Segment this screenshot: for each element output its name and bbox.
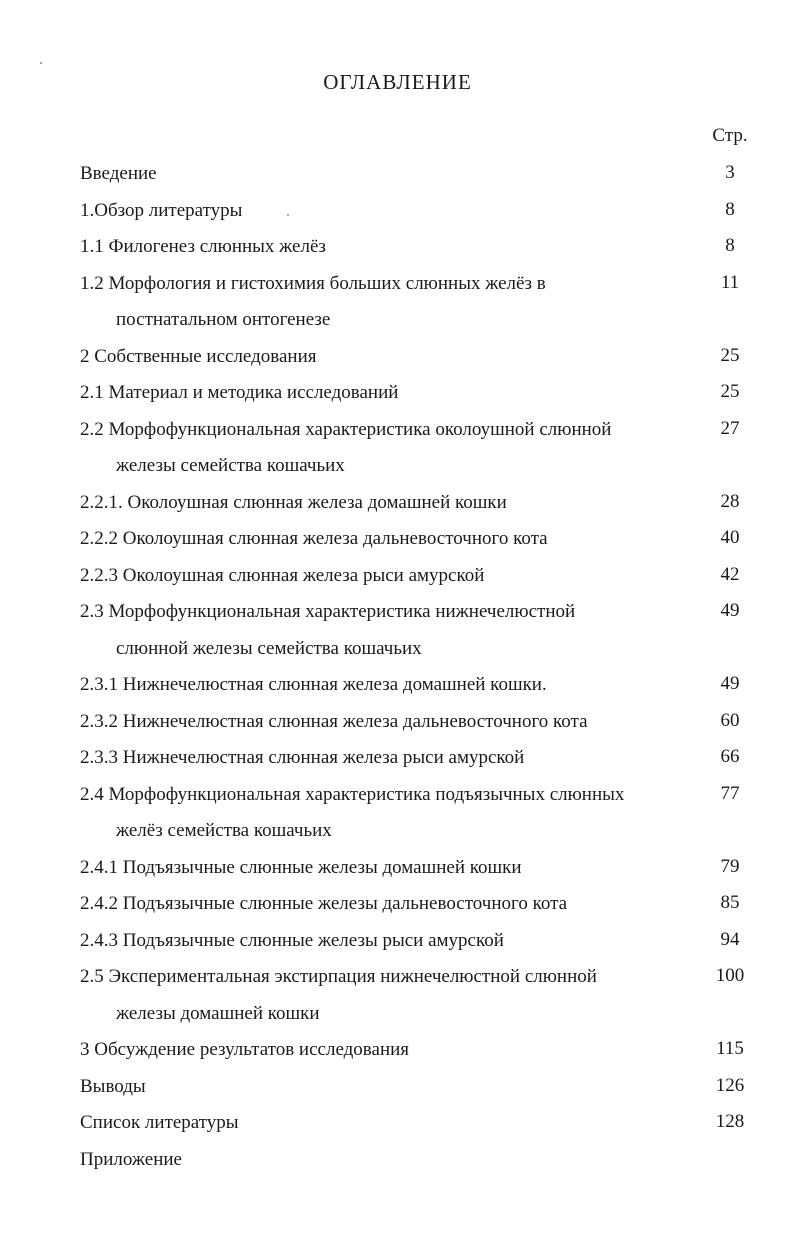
toc-entry xyxy=(0,410,795,447)
toc-entry-page: 66 xyxy=(720,746,740,767)
toc-entry-title: 1.1 Филогенез слюнных желёз xyxy=(80,236,326,257)
toc-entry-page: 94 xyxy=(720,928,740,950)
toc-entry xyxy=(0,665,795,702)
toc-entry-page: 115 xyxy=(716,1038,744,1059)
toc-entry-page: 100 xyxy=(715,965,745,986)
toc-entry-title: 2.2.1. Околоушная слюнная железа домашней кошки xyxy=(80,491,507,513)
scan-speck xyxy=(40,62,42,64)
toc-entry-page: 8 xyxy=(725,198,735,220)
toc-entry-title: 2.4.2 Подъязычные слюнные железы дальневосточного кота xyxy=(80,893,568,914)
toc-entry-title: 2.2 Морфофункциональная характеристика околоушной слюнной xyxy=(80,418,612,440)
toc-entry xyxy=(0,592,795,629)
toc-entry xyxy=(0,848,795,885)
toc-entry-title: 2.2.3 Околоушная слюнная железа рыси амурской xyxy=(80,564,485,586)
toc-entry xyxy=(0,337,795,374)
toc-entry xyxy=(0,483,795,520)
toc-entry-page: 11 xyxy=(720,271,740,293)
toc-entry xyxy=(0,775,795,812)
toc-entry xyxy=(0,556,795,593)
toc-entry-title: 1.Обзор литературы xyxy=(80,199,243,221)
toc-entry-title: Приложение xyxy=(80,1148,182,1170)
toc-entry-page: 3 xyxy=(725,162,735,183)
toc-entry-continuation xyxy=(0,994,795,1031)
toc-entry-title: слюнной железы семейства кошачьих xyxy=(116,637,422,659)
toc-entry-title: железы домашней кошки xyxy=(116,1002,320,1024)
toc-entry xyxy=(0,373,795,410)
toc-entry-page: 28 xyxy=(720,490,740,512)
toc-entry-continuation xyxy=(0,446,795,483)
toc-entry xyxy=(0,1067,795,1104)
toc-entry-title: 2.3.3 Нижнечелюстная слюнная железа рыси амурской xyxy=(80,747,525,768)
toc-entry-page: 128 xyxy=(715,1111,745,1132)
toc-entry-page: 40 xyxy=(720,527,740,548)
toc-entry xyxy=(0,154,795,191)
page-title: ОГЛАВЛЕНИЕ xyxy=(323,70,472,94)
toc-entry xyxy=(0,884,795,921)
toc-entry-page: 79 xyxy=(720,855,740,877)
toc-entry xyxy=(0,264,795,301)
toc-entry-page: 8 xyxy=(725,235,735,256)
toc-entry-continuation xyxy=(0,629,795,666)
toc-entry-continuation xyxy=(0,811,795,848)
toc-entry-title: 2.3.1 Нижнечелюстная слюнная железа домашней кошки. xyxy=(80,674,547,695)
toc-entry-title: 2.3.2 Нижнечелюстная слюнная железа дальневосточного кота xyxy=(80,710,588,732)
toc-entry-title: Выводы xyxy=(80,1075,146,1097)
toc-entry-page: 60 xyxy=(720,709,740,731)
toc-entry-title: 2.4 Морфофункциональная характеристика подъязычных слюнных xyxy=(80,783,625,805)
toc-entry-title: 2 Собственные исследования xyxy=(80,345,317,367)
toc-entry xyxy=(0,702,795,739)
toc-entry-title: Введение xyxy=(80,163,157,184)
toc-entry-page: 42 xyxy=(720,563,740,585)
toc-entry xyxy=(0,1103,795,1140)
toc-entry-page: 126 xyxy=(715,1074,745,1096)
toc-entry-page: 25 xyxy=(720,381,740,402)
toc-entry-continuation xyxy=(0,300,795,337)
table-of-contents xyxy=(0,154,795,1176)
pages-column-header: Стр. xyxy=(712,125,748,146)
toc-entry-title: 3 Обсуждение результатов исследования xyxy=(80,1039,410,1060)
toc-entry xyxy=(0,1030,795,1067)
toc-entry xyxy=(0,227,795,264)
toc-entry-title: постнатальном онтогенезе xyxy=(116,309,331,330)
toc-entry-page: 25 xyxy=(720,344,740,366)
toc-entry-title: железы семейства кошачьих xyxy=(116,455,345,476)
toc-entry-title: желёз семейства кошачьих xyxy=(116,820,332,841)
toc-entry-title: 2.4.3 Подъязычные слюнные железы рыси амурской xyxy=(80,929,504,951)
toc-entry-title: 2.4.1 Подъязычные слюнные железы домашней кошки xyxy=(80,856,522,878)
toc-entry-title: 2.1 Материал и методика исследований xyxy=(80,382,399,403)
toc-entry-title: 2.5 Экспериментальная экстирпация нижнечелюстной слюнной xyxy=(80,966,597,987)
toc-entry xyxy=(0,921,795,958)
toc-entry xyxy=(0,191,795,228)
toc-entry-page: 27 xyxy=(720,417,740,439)
toc-entry-title: 2.2.2 Околоушная слюнная железа дальневосточного кота xyxy=(80,528,548,549)
toc-entry-page: 49 xyxy=(720,600,740,621)
toc-entry-title: Список литературы xyxy=(80,1112,239,1133)
toc-entry-page: 85 xyxy=(720,892,740,913)
toc-entry xyxy=(0,738,795,775)
toc-entry-title: 1.2 Морфология и гистохимия больших слюнных желёз в xyxy=(80,272,546,294)
toc-entry-page: 77 xyxy=(720,782,740,804)
toc-entry xyxy=(0,519,795,556)
toc-entry xyxy=(0,1140,795,1177)
toc-entry-page: 49 xyxy=(720,673,740,694)
toc-entry xyxy=(0,957,795,994)
toc-entry-title: 2.3 Морфофункциональная характеристика нижнечелюстной xyxy=(80,601,576,622)
